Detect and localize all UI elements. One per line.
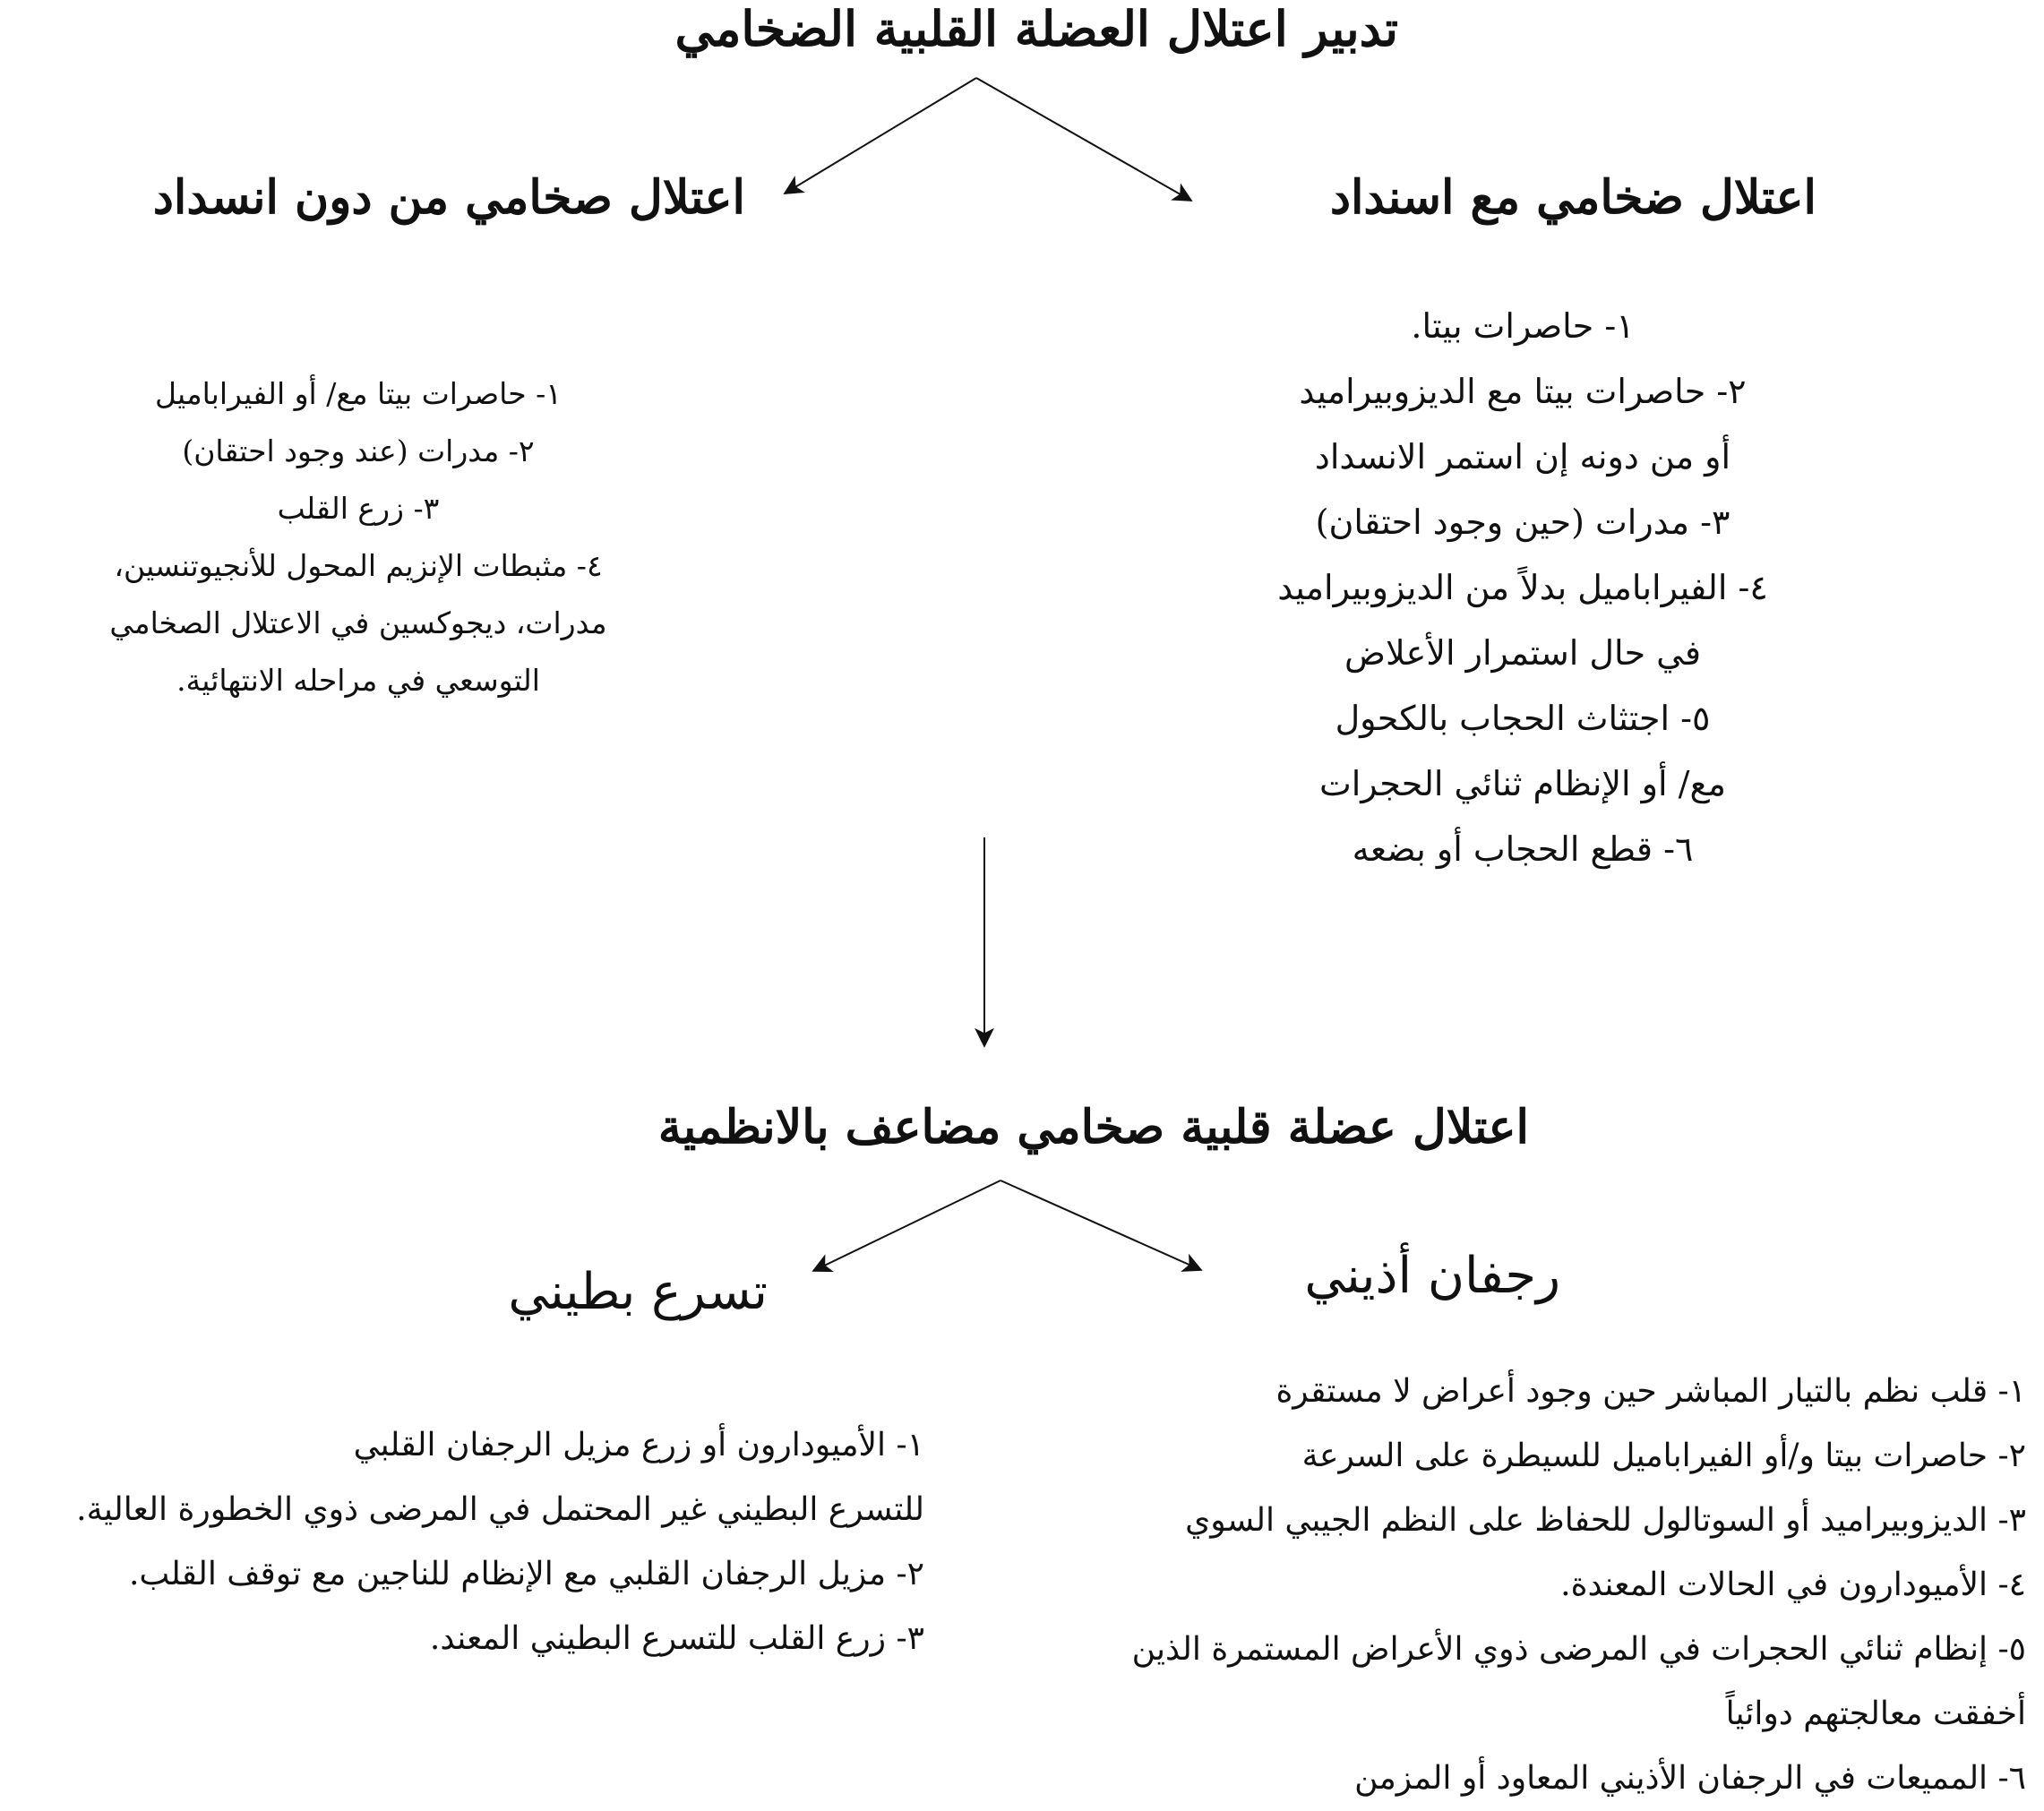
list-item: ٦- المميعات في الرجفان الأذيني المعاود أو المزمن xyxy=(1354,1760,2026,1797)
list-item: ١- حاصرات بيتا. xyxy=(1411,306,1635,346)
list-item: ٣- مدرات (حين وجود احتقان) xyxy=(1315,502,1731,542)
list-item: التوسعي في مراحله الانتهائية. xyxy=(176,663,540,698)
list-item: في حال استمرار الأعلاض xyxy=(1344,633,1701,673)
list-item: ٢- مزيل الرجفان القلبي مع الإنظام للناجين مع توقف القلب. xyxy=(128,1556,924,1592)
list-item: ٣- زرع القلب للتسرع البطيني المعند. xyxy=(429,1620,924,1657)
arrow-to-ventricular-tachycardia xyxy=(813,1180,1001,1271)
list-item: ٥- إنظام ثنائي الحجرات في المرضى ذوي الأعراض المستمرة الذين xyxy=(1131,1631,2026,1668)
arrhythmia-heading: اعتلال عضلة قلبية صخامي مضاعف بالانظمية xyxy=(657,1100,1529,1154)
list-item: ٥- اجتثاث الحجاب بالكحول xyxy=(1335,699,1711,738)
list-item: للتسرع البطيني غير المحتمل في المرضى ذوي الخطورة العالية. xyxy=(76,1491,924,1528)
non-obstructive-heading: اعتلال صخامي من دون انسداد xyxy=(152,170,745,225)
list-item: ٢- حاصرات بيتا مع الديزوبيراميد xyxy=(1299,372,1747,411)
list-item: ٣- الديزوبيراميد أو السوتالول للحفاظ على النظم الجيبي السوي xyxy=(1185,1502,2026,1539)
list-item: ٣- زرع القلب xyxy=(277,491,440,526)
non-obstructive-treatment-list xyxy=(99,365,618,709)
list-item: ٤- مثبطات الإنزيم المحول للأنجيوتنسين، xyxy=(114,548,603,583)
list-item: ١- حاصرات بيتا مع/ أو الفيراباميل xyxy=(155,376,562,411)
list-item: ٢- مدرات (عند وجود احتقان) xyxy=(182,433,535,468)
list-item: ٦- قطع الحجاب أو بضعه xyxy=(1352,829,1694,869)
ventricular-tachycardia-heading: تسرع بطيني xyxy=(508,1263,768,1321)
obstructive-treatment-list xyxy=(1254,294,1791,882)
list-item: ١- الأميودارون أو زرع مزيل الرجفان القلبي xyxy=(353,1427,924,1463)
list-item: أو من دونه إن استمر الانسداد xyxy=(1314,437,1731,476)
list-item: مع/ أو الإنظام ثنائي الحجرات xyxy=(1318,764,1727,803)
obstructive-heading: اعتلال ضخامي مع اسنداد xyxy=(1329,170,1816,225)
list-item: ١- قلب نظم بالتيار المباشر حين وجود أعراض لا مستقرة xyxy=(1275,1373,2026,1410)
list-item: ٢- حاصرات بيتا و/أو الفيراباميل للسيطرة على السرعة xyxy=(1301,1438,2026,1474)
list-item: أخفقت معالجتهم دوائياً xyxy=(1725,1695,2026,1732)
list-item: ٤- الفيراباميل بدلاً من الديزوبيراميد xyxy=(1277,568,1768,607)
arrow-to-obstructive xyxy=(976,78,1191,201)
page-title: تدبير اعتلال العضلة القلبية الضخامي xyxy=(674,0,1398,57)
arrow-to-non-obstructive xyxy=(785,78,976,193)
atrial-fibrillation-heading: رجفان أذيني xyxy=(1304,1247,1560,1305)
atrial-fibrillation-treatment-list xyxy=(1121,1360,2026,1811)
list-item: ٤- الأميودارون في الحالات المعندة. xyxy=(1560,1566,2026,1603)
ventricular-tachycardia-treatment-list xyxy=(2,1413,924,1671)
arrow-to-atrial-fibrillation xyxy=(1001,1180,1201,1270)
list-item: مدرات، ديجوكسين في الاعتلال الصخامي xyxy=(109,605,607,640)
